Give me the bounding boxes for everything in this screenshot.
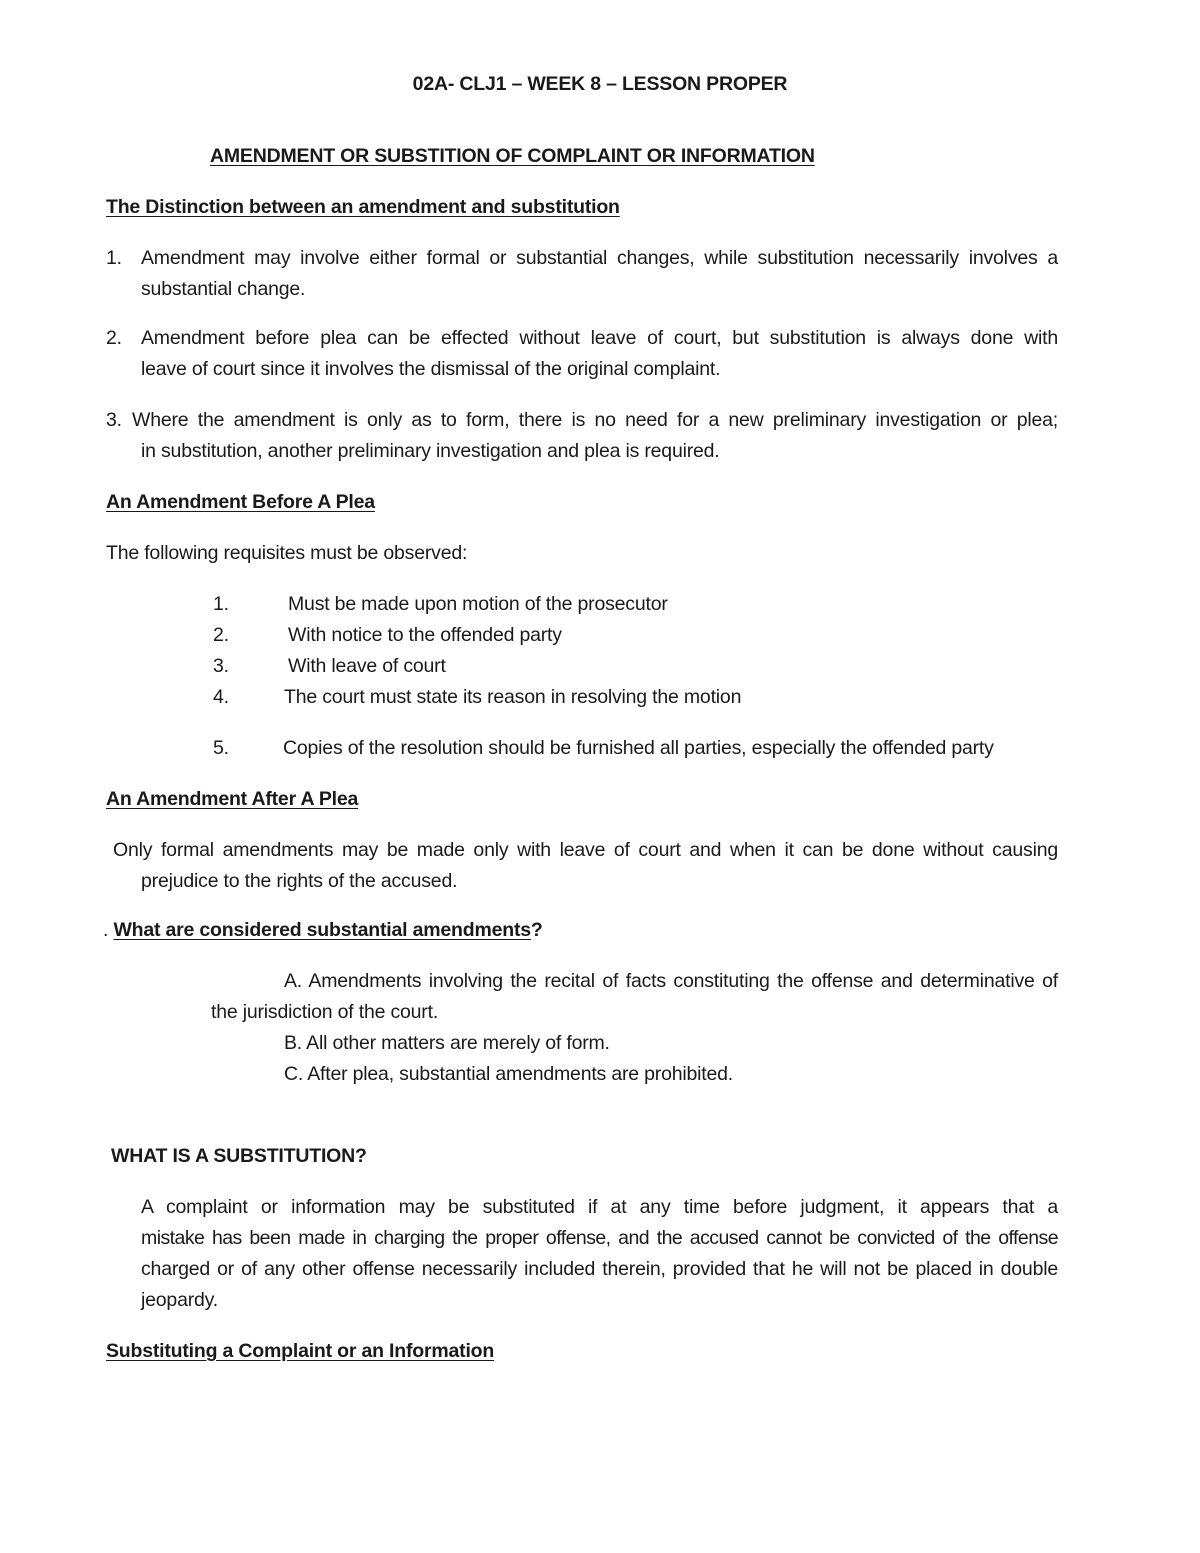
substantial-item-c: C. After plea, substantial amendments are prohibited. (284, 1063, 733, 1085)
substantial-question (103, 915, 543, 946)
list-item-text: Copies of the resolution should be furnished all parties, especially the offended party (283, 737, 994, 759)
substantial-item-b: B. All other matters are merely of form. (284, 1032, 610, 1054)
list-item-text: in substitution, another preliminary investigation and plea is required. (141, 440, 720, 462)
paragraph-line: charged or of any other offense necessarily included therein, provided that he will not be placed in double (141, 1258, 1058, 1280)
list-number: 4. (213, 686, 229, 708)
list-item-text: substantial change. (141, 278, 306, 300)
section-heading-distinction: The Distinction between an amendment and substitution (106, 196, 620, 218)
list-item-text: Amendment before plea can be effected without leave of court, but substitution is always done with (141, 327, 1058, 349)
list-number: 1. (213, 593, 229, 615)
list-number: 3. (213, 655, 229, 677)
list-item-text: The court must state its reason in resolving the motion (284, 686, 742, 708)
list-number: 2. (213, 624, 229, 646)
section-heading-before-plea: An Amendment Before A Plea (106, 491, 375, 513)
list-item-text: leave of court since it involves the dismissal of the original complaint. (141, 358, 721, 380)
substantial-item-a: A. Amendments involving the recital of facts constituting the offense and determinative of (284, 970, 1058, 992)
section-heading-substitution: WHAT IS A SUBSTITUTION? (111, 1145, 367, 1167)
paragraph-line: mistake has been made in charging the proper offense, and the accused cannot be convicted of the offense (141, 1227, 1058, 1249)
question-lead: . (103, 919, 114, 941)
list-number: 2. (106, 327, 122, 349)
document-header: 02A- CLJ1 – WEEK 8 – LESSON PROPER (412, 73, 788, 95)
list-item-text: Must be made upon motion of the prosecutor (288, 593, 668, 615)
section-heading-after-plea: An Amendment After A Plea (106, 788, 359, 810)
document-title: AMENDMENT OR SUBSTITION OF COMPLAINT OR INFORMATION (210, 145, 815, 167)
substantial-item-a-cont: the jurisdiction of the court. (211, 1001, 439, 1023)
question-mark: ? (530, 919, 543, 941)
list-item-text: With notice to the offended party (288, 624, 562, 646)
list-number: 1. (106, 247, 122, 269)
list-number: 5. (213, 737, 229, 759)
after-plea-text: Only formal amendments may be made only with leave of court and when it can be done without causing (113, 839, 1058, 861)
list-item-text: Amendment may involve either formal or substantial changes, while substitution necessarily involves a (141, 247, 1058, 269)
section-heading-substituting: Substituting a Complaint or an Information (106, 1340, 495, 1362)
paragraph-line: A complaint or information may be substituted if at any time before judgment, it appears that a (141, 1196, 1058, 1218)
requisites-intro: The following requisites must be observed: (106, 542, 468, 564)
after-plea-text: prejudice to the rights of the accused. (141, 870, 458, 892)
list-item-text: With leave of court (288, 655, 446, 677)
paragraph-line: jeopardy. (141, 1289, 218, 1311)
list-number: 3. (106, 409, 122, 431)
list-item-text: Where the amendment is only as to form, there is no need for a new preliminary investigation or plea; (132, 409, 1058, 431)
question-text: What are considered substantial amendments (113, 919, 531, 941)
